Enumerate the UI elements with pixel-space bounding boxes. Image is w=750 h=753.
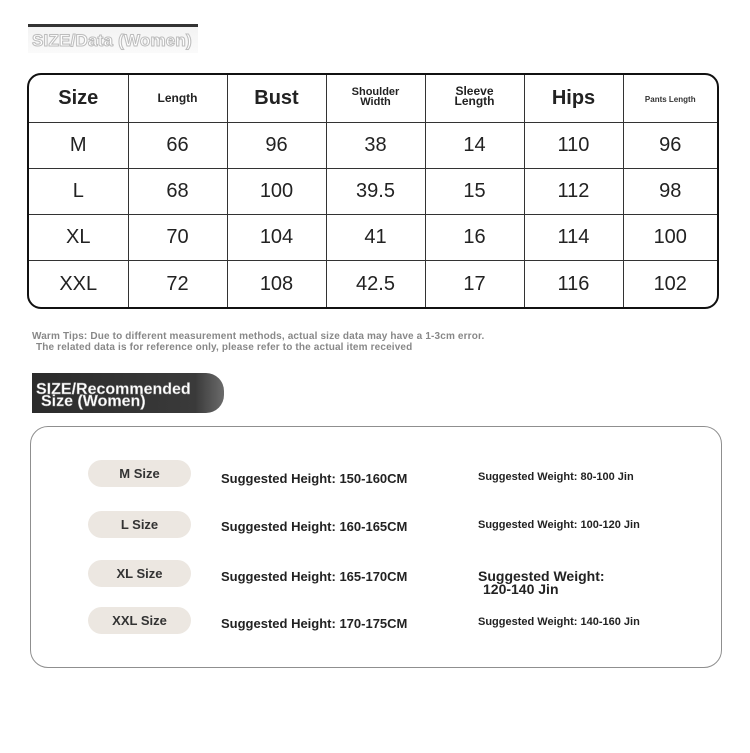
table-cell: 116 [524,261,623,307]
header-size: Size [29,75,128,122]
recommended-size-title-line2: Size (Women) [41,393,146,410]
table-cell: 14 [425,122,524,168]
table-row [29,168,717,214]
size-pill-xl: XL Size [88,560,191,587]
table-cell: 96 [227,122,326,168]
table-cell: 70 [128,215,227,261]
suggested-height-xxl: Suggested Height: 170-175CM [221,616,408,631]
suggested-weight-m: Suggested Weight: 80-100 Jin [478,471,634,483]
suggested-weight-xxl: Suggested Weight: 140-160 Jin [478,616,640,628]
suggested-weight-xl-line1: Suggested Weight: [478,568,605,584]
suggested-height-l: Suggested Height: 160-165CM [221,519,408,534]
table-row [29,261,717,307]
suggested-height-xl: Suggested Height: 165-170CM [221,569,408,584]
table-cell: 68 [128,168,227,214]
size-pill-m: M Size [88,460,191,487]
table-cell: 41 [326,215,425,261]
suggested-weight-l: Suggested Weight: 100-120 Jin [478,519,640,531]
table-cell: 38 [326,122,425,168]
table-cell: 100 [227,168,326,214]
warm-tips-line2: The related data is for reference only, please refer to the actual item received [36,342,413,353]
table-cell: 39.5 [326,168,425,214]
warm-tips-line1: Warm Tips: Due to different measurement methods, actual size data may have a 1-3cm error. [32,331,485,342]
size-table [29,75,717,307]
table-cell: 112 [524,168,623,214]
table-cell: 16 [425,215,524,261]
table-cell: 66 [128,122,227,168]
table-cell: 17 [425,261,524,307]
size-data-title [28,24,198,53]
table-cell: 98 [623,168,717,214]
table-cell: XL [29,215,128,261]
table-cell: L [29,168,128,214]
table-cell: M [29,122,128,168]
table-cell: 104 [227,215,326,261]
table-header-row [29,75,717,122]
table-row [29,122,717,168]
table-cell: 42.5 [326,261,425,307]
size-pill-l: L Size [88,511,191,538]
recommended-size-title-line1: SIZE/Recommended [36,381,191,398]
warm-tips [32,331,484,353]
table-cell: 100 [623,215,717,261]
table-cell: 102 [653,272,687,295]
header-bust: Bust [227,75,326,122]
table-cell: 96 [623,122,717,168]
size-table-container [27,73,719,309]
suggested-height-m: Suggested Height: 150-160CM [221,471,408,486]
suggested-weight-xl [478,570,648,596]
recommended-size-title [32,373,224,413]
header-shoulder-width: Shoulder Width [326,75,425,122]
header-length: Length [128,75,227,122]
header-sleeve-length: Sleeve Length [425,75,524,122]
header-hips: Hips [524,75,623,122]
suggested-weight-xl-line2: 120-140 Jin [483,581,559,597]
table-cell: 108 [227,261,326,307]
size-data-title-text: SIZE/Data (Women) [32,31,192,50]
table-cell: 110 [524,122,623,168]
table-cell: XXL [29,261,128,307]
table-cell: 15 [425,168,524,214]
recommendation-card [30,426,722,668]
table-cell: 114 [524,215,623,261]
table-row [29,215,717,261]
size-pill-xxl: XXL Size [88,607,191,634]
table-cell: 72 [128,261,227,307]
header-pants-length: Pants Length [623,75,717,122]
